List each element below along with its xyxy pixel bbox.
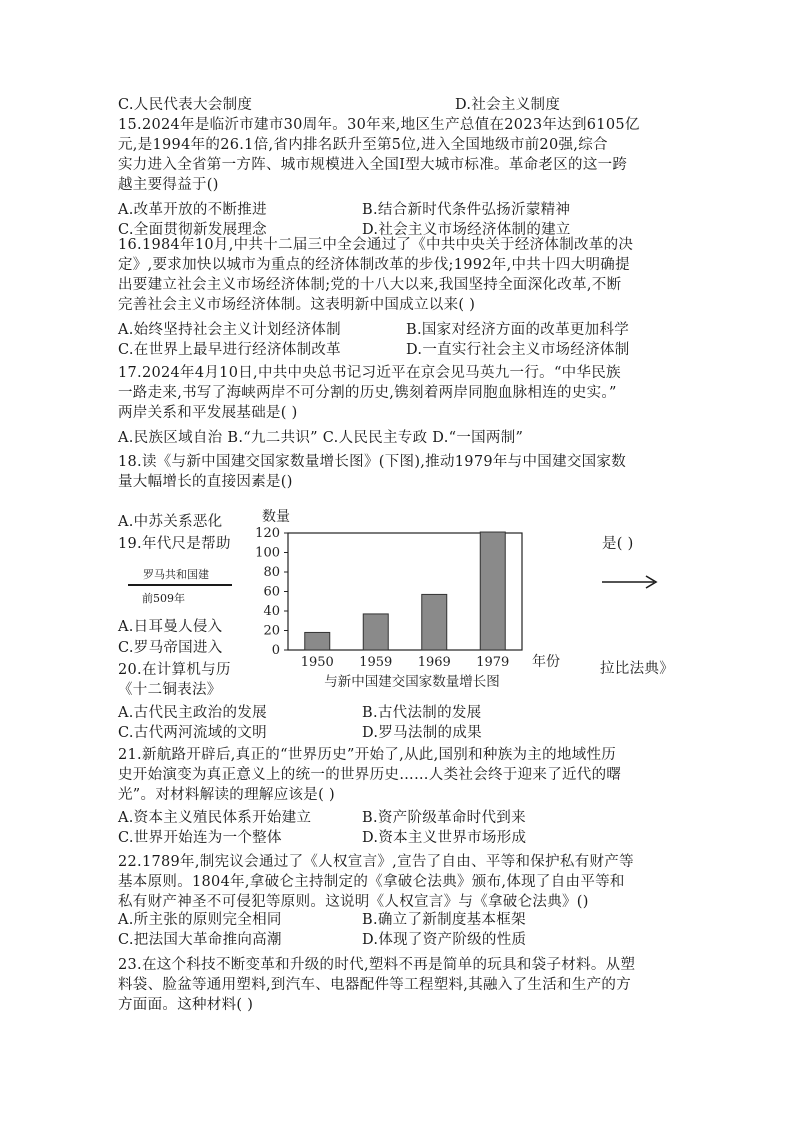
bar-1979 [480,532,505,650]
x-tick-label: 1950 [300,655,334,670]
text-line-13: C.在世界上最早进行经济体制改革 [118,342,341,358]
timeline-axis-left [128,584,232,586]
text-line-11: 完善社会主义市场经济体制。这表明新中国成立以来( ) [118,297,476,313]
text-line-9: 定》,要求加快以城市为重点的经济体制改革的步伐;1992年,中共十四大明确提 [118,257,630,273]
text-line-23: C.罗马帝国进入 [118,640,223,656]
text-line-18: 18.读《与新中国建交国家数量增长图》(下图),推动1979年与中国建交国家数 [118,454,627,470]
text-line-26: A.古代民主政治的发展 [118,705,267,721]
text-line-3: 元,是1994年的26.1倍,省内排名跃升至第5位,进入全国地级市前20强,综合 [118,137,608,153]
option-right-l27: D.罗马法制的成果 [362,725,482,741]
option-right-l26: B.古代法制的发展 [362,705,482,721]
timeline-label-bottom: 前509年 [142,592,185,605]
text-line-17: A.民族区域自治 B.“九二共识” C.人民民主专政 D.“一国两制” [118,430,524,446]
y-tick-label: 60 [263,584,280,600]
text-line-1: C.人民代表大会制度 [118,97,253,113]
text-line-12: A.始终坚持社会主义计划经济体制 [118,322,341,338]
y-tick-label: 20 [263,623,280,639]
text-line-15: 一路走来,书写了海峡两岸不可分割的历史,镌刻着两岸同胞血脉相连的史实。” [118,385,617,401]
text-line-25: 《十二铜表法》 [118,682,222,698]
y-tick-label: 40 [263,604,280,619]
text-line-29: 史开始演变为真正意义上的统一的世界历史……人类社会终于迎来了近代的曙 [118,767,622,783]
text-line-8: 16.1984年10月,中共十二届三中全会通过了《中共中央关于经济体制改革的决 [118,237,634,253]
option-right-l31: B.资产阶级革命时代到来 [362,810,526,826]
x-tick-label: 1969 [417,655,451,670]
option-right-l13: D.一直实行社会主义市场经济体制 [406,342,630,358]
text-line-10: 出要建立社会主义市场经济体制;党的十八大以来,我国坚持全面深化改革,不断 [118,277,622,293]
text-line-5: 越主要得益于() [118,177,219,193]
text-line-14: 17.2024年4月10日,中共中央总书记习近平在京会见马英九一行。“中华民族 [118,365,621,381]
option-right-l6: B.结合新时代条件弘扬沂蒙精神 [362,202,571,218]
text-line-40: 方面面。这种材料( ) [118,997,254,1013]
text-line-24: 20.在计算机与历 [118,662,231,678]
option-right-l32: D.资本主义世界市场形成 [362,830,527,846]
y-tick-label: 80 [263,565,280,580]
text-line-36: A.所主张的原则完全相同 [118,912,282,928]
text-line-35: 私有财产神圣不可侵犯等原则。这说明《人权宣言》与《拿破仑法典》() [118,894,589,910]
q20-text-tail: 拉比法典》 [600,661,674,677]
text-line-33: 22.1789年,制宪议会通过了《人权宣言》,宣告了自由、平等和保护私有财产等 [118,854,634,870]
bar-1959 [363,614,388,650]
text-line-38: 23.在这个科技不断变革和升级的时代,塑料不再是简单的玩具和袋子材料。从塑 [118,957,636,973]
y-tick-label: 0 [271,643,280,658]
text-line-21: 19.年代尺是帮助 [118,536,231,552]
option-right-l12: B.国家对经济方面的改革更加科学 [406,322,630,338]
y-tick-label: 120 [255,526,280,541]
text-line-30: 光”。对材料解读的理解应该是( ) [118,787,335,803]
timeline-label-top: 罗马共和国建 [143,568,209,581]
x-axis-label: 年份 [532,654,560,670]
x-tick-label: 1959 [359,655,393,670]
option-right-l1: D.社会主义制度 [455,97,561,113]
bar-1950 [305,632,330,650]
option-right-l7: D.社会主义市场经济体制的建立 [362,222,571,238]
text-line-22: A.日耳曼人侵入 [118,619,223,635]
text-line-28: 21.新航路开辟后,真正的“世界历史”开始了,从此,国别和种族为主的地域性历 [118,747,617,763]
text-line-37: C.把法国大革命推向高潮 [118,932,282,948]
option-right-l37: D.体现了资产阶级的性质 [362,932,527,948]
text-line-19: 量大幅增长的直接因素是() [118,474,293,490]
text-line-7: C.全面贯彻新发展理念 [118,222,267,238]
y-tick-label: 100 [255,545,280,561]
text-line-4: 实力进入全省第一方阵、城市规模进入全国Ⅰ型大城市标准。革命老区的这一跨 [118,157,628,173]
y-axis-label: 数量 [262,509,290,525]
text-line-6: A.改革开放的不断推进 [118,202,267,218]
x-tick-label: 1979 [476,655,510,670]
text-line-34: 基本原则。1804年,拿破仑主持制定的《拿破仑法典》颁布,体现了自由平等和 [118,874,625,890]
text-line-39: 料袋、脸盆等通用塑料,到汽车、电器配件等工程塑料,其融入了生活和生产的方 [118,977,632,993]
q19-text-tail: 是( ) [602,536,634,552]
text-line-16: 两岸关系和平发展基础是( ) [118,405,298,421]
text-line-27: C.古代两河流域的文明 [118,725,267,741]
timeline-arrow [600,574,662,590]
chart-title: 与新中国建交国家数量增长图 [324,674,500,690]
text-line-20: A.中苏关系恶化 [118,514,223,530]
text-line-32: C.世界开始连为一个整体 [118,830,282,846]
option-right-l36: B.确立了新制度基本框架 [362,912,526,928]
text-line-31: A.资本主义殖民体系开始建立 [118,810,312,826]
diplomatic-ties-bar-chart [232,505,600,692]
text-line-2: 15.2024年是临沂市建市30周年。30年来,地区生产总值在2023年达到6105亿 [118,117,640,133]
bar-1969 [422,594,447,650]
